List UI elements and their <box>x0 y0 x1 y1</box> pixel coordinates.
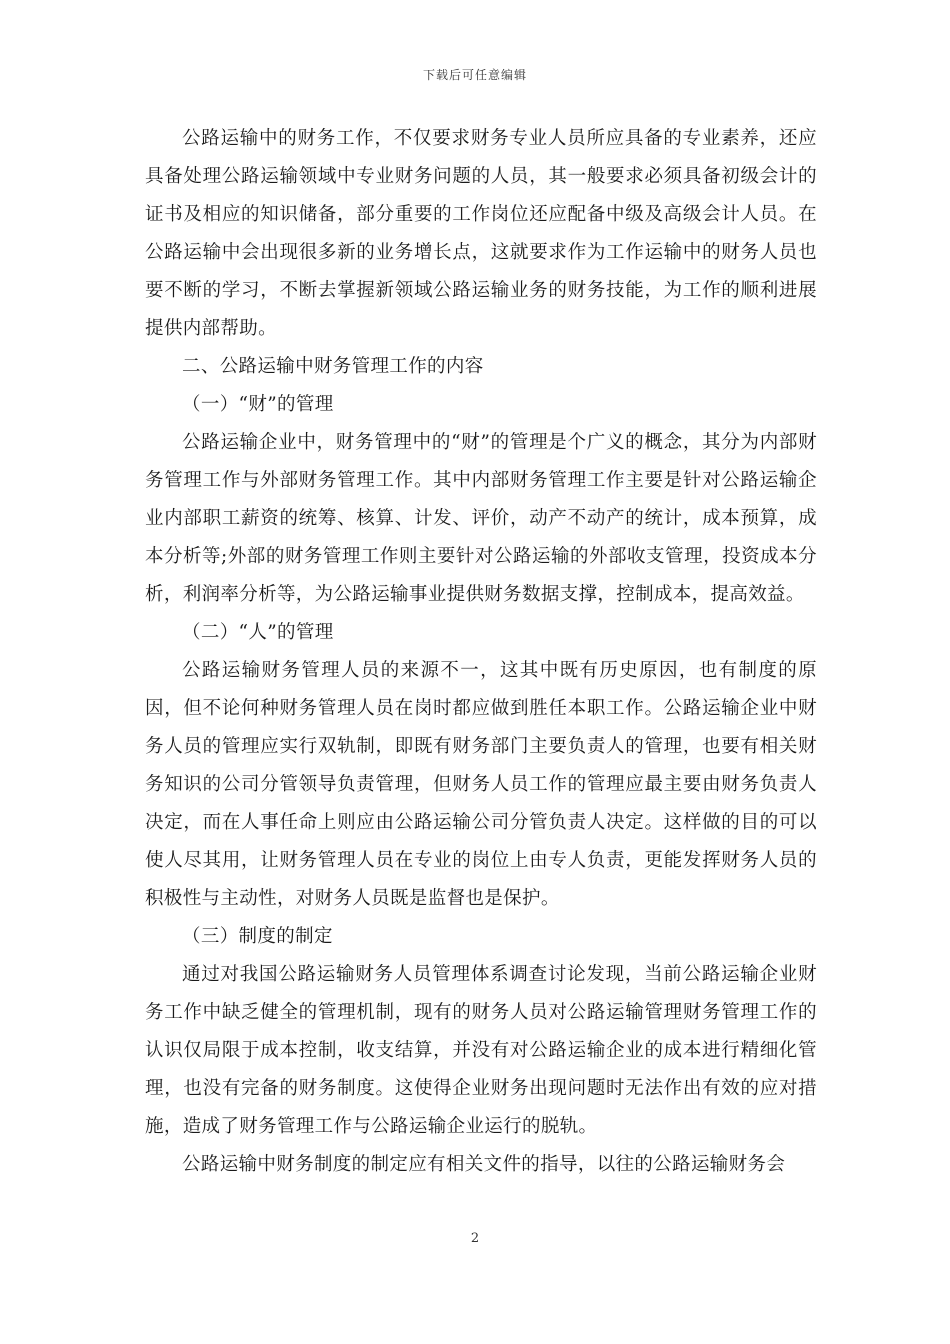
page-number: 2 <box>470 1231 480 1246</box>
paragraph-system-guidance: 公路运输中财务制度的制定应有相关文件的指导，以往的公路运输财务会 <box>182 1154 786 1175</box>
paragraph-people-management: 公路运输财务管理人员的来源不一，这其中既有历史原因，也有制度的原因，但不论何种财务管理人员在岗时都应做到胜任本职工作。公路运输企业中财务人员的管理应实行双轨制，即既有财务部门主要负责人的管理，也要有相关财务知识的公司分管领导负责管理，但财务人员工作的管理应最主要由财务负责人决定，而在人事任命上则应由公路运输公司分管负责人决定。这样做的目的可以使人尽其用，让财务管理人员在专业的岗位上由专人负责，更能发挥财务人员的积极性与主动性，对财务人员既是监督也是保护。 <box>145 660 817 909</box>
subsection-heading-finance: （一）“财”的管理 <box>182 394 334 415</box>
paragraph-finance-management: 公路运输企业中，财务管理中的“财”的管理是个广义的概念，其分为内部财务管理工作与外部财务管理工作。其中内部财务管理工作主要是针对公路运输企业内部职工薪资的统筹、核算、计发、评价，动产不动产的统计，成本预算，成本分析等;外部的财务管理工作则主要针对公路运输的外部收支管理，投资成本分析，利润率分析等，为公路运输事业提供财务数据支撑，控制成本，提高效益。 <box>145 432 817 605</box>
document-body <box>145 120 817 1184</box>
subsection-heading-people: （二）“人”的管理 <box>182 622 334 643</box>
subsection-heading-system: （三）制度的制定 <box>182 926 333 947</box>
section-heading-content: 二、公路运输中财务管理工作的内容 <box>182 356 484 377</box>
paragraph-staff-qualification: 公路运输中的财务工作，不仅要求财务专业人员所应具备的专业素养，还应具备处理公路运输领域中专业财务问题的人员，其一般要求必须具备初级会计的证书及相应的知识储备，部分重要的工作岗位还应配备中级及高级会计人员。在公路运输中会出现很多新的业务增长点，这就要求作为工作运输中的财务人员也要不断的学习，不断去掌握新领域公路运输业务的财务技能，为工作的顺利进展提供内部帮助。 <box>145 128 817 339</box>
paragraph-system-survey: 通过对我国公路运输财务人员管理体系调查讨论发现，当前公路运输企业财务工作中缺乏健全的管理机制，现有的财务人员对公路运输管理财务管理工作的认识仅局限于成本控制，收支结算，并没有对公路运输企业的成本进行精细化管理，也没有完备的财务制度。这使得企业财务出现问题时无法作出有效的应对措施，造成了财务管理工作与公路运输企业运行的脱轨。 <box>145 964 817 1137</box>
page-header: 下载后可任意编辑 <box>422 68 527 82</box>
